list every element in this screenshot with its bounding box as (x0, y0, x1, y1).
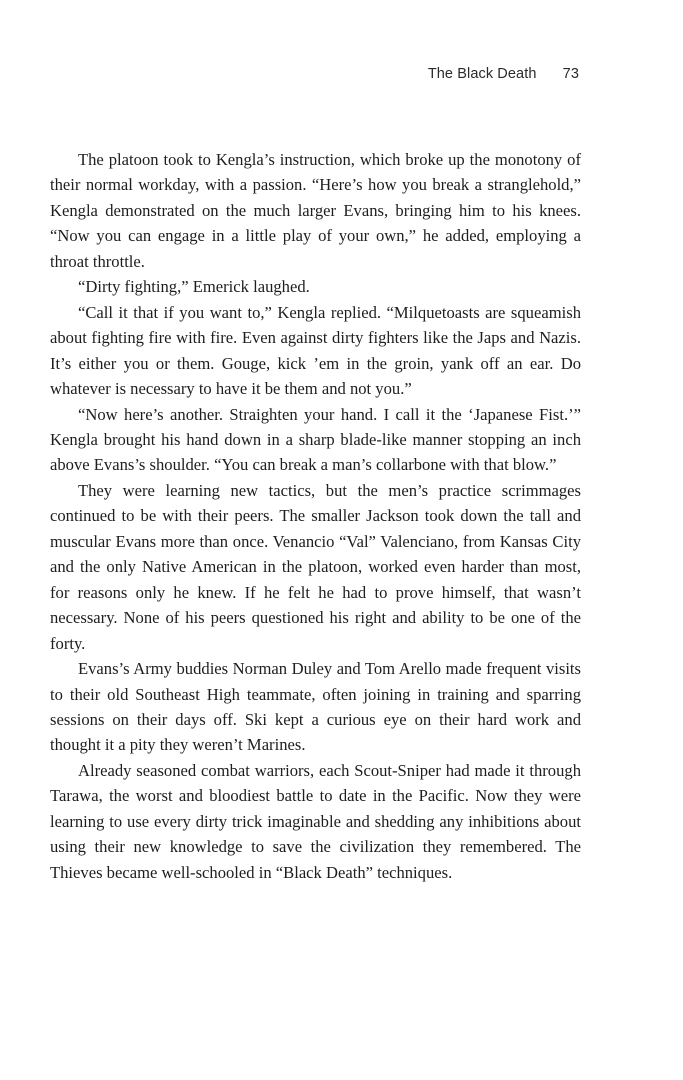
paragraph: The platoon took to Kengla’s instruction, which broke up the monotony of their normal workday, with a passion. “Here’s how you break a stranglehold,” Kengla demonstrated on the much larger Evans, bringing him to his knees. “Now you can engage in a little play of your own,” he added, employing a throat throttle. (50, 150, 581, 271)
paragraph: Already seasoned combat warriors, each Scout-Sniper had made it through Tarawa, the worst and bloodiest battle to date in the Pacific. Now they were learning to use every dirty trick imaginable and shedding any inhibitions about using their new knowledge to save the civilization they remembered. The Thieves became well-schooled in “Black Death” techniques. (50, 760, 581, 882)
paragraph: “Now here’s another. Straighten your hand. I call it the ‘Japanese Fist.’” Kengla brought his hand down in a sharp blade-like manner stopping an inch above Evans’s shoulder. “You can break a man’s collarbone with that blow.” (50, 404, 581, 475)
paragraph: They were learning new tactics, but the men’s practice scrimmages continued to be with their peers. The smaller Jackson took down the tall and muscular Evans more than once. Venancio “Val” Valenciano, from Kansas City and the only Native American in the platoon, worked even harder than most, for reasons only he knew. If he felt he had to prove himself, that wasn’t necessary. None of his peers questioned his right and ability to be one of the forty. (50, 480, 581, 653)
running-head-title: The Black Death (427, 66, 537, 82)
running-head (428, 66, 579, 82)
paragraph: “Call it that if you want to,” Kengla replied. “Milquetoasts are squeamish about fighting fire with fire. Even against dirty fighters like the Japs and Nazis. It’s either you or them. Gouge, kick ’em in the groin, yank off an ear. Do whatever is necessary to have it be them and not you.” (50, 302, 581, 399)
paragraph: Evans’s Army buddies Norman Duley and Tom Arello made frequent visits to their old Southeast High teammate, often joining in training and sparring sessions on their days off. Ski kept a curious eye on their hard work and thought it a pity they weren’t Marines. (50, 659, 581, 755)
paragraph: “Dirty fighting,” Emerick laughed. (78, 277, 310, 297)
page-number: 73 (562, 66, 579, 82)
body-text (50, 147, 581, 885)
